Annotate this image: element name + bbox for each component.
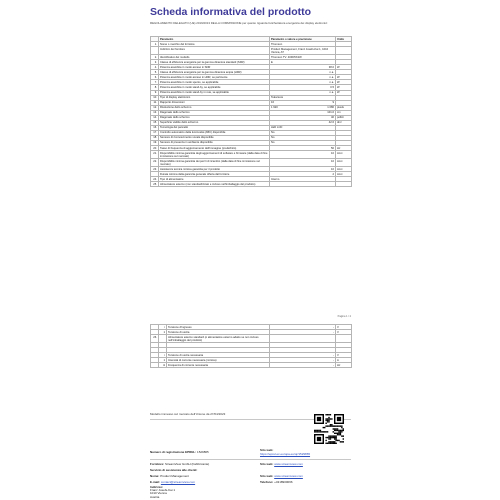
parameter-unit: V xyxy=(336,353,352,358)
parameter-unit: pixels xyxy=(336,105,352,110)
power-supply-table xyxy=(150,324,352,368)
parameter-unit: cm xyxy=(336,110,352,115)
row-number: 21. xyxy=(151,151,159,159)
parameter-unit: A xyxy=(336,358,352,363)
parameter-unit: Hz xyxy=(336,363,352,368)
contact-name: Product Management xyxy=(160,474,189,478)
parameter-value: 40 xyxy=(270,115,336,120)
parameter-name: Intensità di corrente necessaria (minima) xyxy=(167,358,270,363)
name-label: Nome: xyxy=(150,474,160,478)
row-number: 13. xyxy=(151,110,159,115)
parameter-unit: W xyxy=(336,90,352,95)
contact-phone xyxy=(260,480,293,484)
parameter-name: Potenza assorbita in modo spento, se applicabile xyxy=(159,80,270,85)
parameter-value: 10 xyxy=(270,151,336,159)
parameter-value: No xyxy=(270,135,336,140)
parameter-name: Potenza assorbita in modo acceso in HDR, se pertinente xyxy=(159,75,270,80)
service-title: Servizio di assistenza alle clienti: xyxy=(150,468,198,472)
parameter-name: Disponibilità minima garantita degli aggiornamenti di software e firmware (dalla data di fine immissione sul mercato) xyxy=(160,151,268,158)
parameter-name: Tecnologia del pannello xyxy=(159,125,270,130)
registration-label: Numero di registrazione EPREL: xyxy=(150,450,197,454)
row-number: 24. xyxy=(151,177,159,182)
row-number: 3. xyxy=(151,60,159,65)
parameter-value: 2 xyxy=(270,172,336,177)
parameter-name: Sensore di presenza in ambiente disponibile xyxy=(159,140,270,145)
parameter-value: 10 xyxy=(270,159,336,167)
value-part: 9 xyxy=(332,101,334,105)
contact-email-row xyxy=(150,480,195,484)
parameter-value: Thomson xyxy=(270,42,336,47)
parameter-name: Potenza assorbita in modo stand-by in rete, se applicabile xyxy=(159,90,270,95)
parameter-value: - xyxy=(270,353,336,358)
row-number: 22. xyxy=(151,159,159,167)
registration-site xyxy=(260,448,320,456)
parameter-value: 38.0 xyxy=(270,65,336,70)
row-subindex: iii xyxy=(159,363,167,368)
parameter-name: Risoluzione dello schermo xyxy=(159,105,270,110)
contact-name-row xyxy=(150,474,189,478)
row-number: 8. xyxy=(151,85,159,90)
divider xyxy=(150,459,351,460)
regulation-subtitle: REGOLAMENTO DELEGATO (UE) 2019/2013 DELLA COMMISSIONE per quanto riguarda l'etichettatura energetica dei display elettronici xyxy=(150,21,328,25)
parameter-name: Alimentatore esterno standard (o alimentatore esterno adatto se non incluso nell'imballaggio del prodotto) xyxy=(167,335,270,343)
row-number: 1. xyxy=(151,42,159,47)
row-number: 26. xyxy=(151,335,159,343)
parameter-name: Rapporto dimensioni xyxy=(159,100,270,105)
supplier-website-link[interactable]: www.streamview.com xyxy=(274,462,303,466)
address-label: Indirizzo: xyxy=(150,485,164,489)
registration-row xyxy=(150,450,209,454)
row-subindex: i xyxy=(159,325,167,330)
parameter-value xyxy=(270,182,336,187)
row-number: 2. xyxy=(151,55,159,60)
address-line: 1010 Vienna xyxy=(150,491,167,496)
row-number: 19. xyxy=(151,140,159,145)
row-number: 15. xyxy=(151,120,159,125)
parameter-value: Thomson TV: 40FD5X2W xyxy=(270,55,336,60)
qr-code-icon[interactable] xyxy=(314,414,344,444)
parameter-value: n.a. xyxy=(270,75,336,80)
supplier-site xyxy=(260,462,303,466)
row-number xyxy=(151,363,159,368)
parameter-value: n.a. xyxy=(270,90,336,95)
row-number: 18. xyxy=(151,135,159,140)
row-number: 9. xyxy=(151,90,159,95)
parameter-value: - xyxy=(270,363,336,368)
parameter-value: 0.5 xyxy=(270,85,336,90)
row-subindex: ii xyxy=(159,330,167,335)
parameter-name: Classe di efficienza energetica per la gamma dinamica standard (SDR) xyxy=(159,60,270,65)
table-row xyxy=(151,363,352,368)
table-row xyxy=(151,47,352,55)
row-number: 25. xyxy=(151,182,159,187)
value-part: 16 xyxy=(271,101,274,105)
parameter-value: - xyxy=(270,325,336,330)
parameter-value: LED LCD xyxy=(270,125,336,130)
header-cell: Unità xyxy=(336,37,352,42)
parameter-unit xyxy=(336,335,352,343)
parameter-value: No xyxy=(270,130,336,135)
parameter-unit: Anni xyxy=(336,167,352,172)
supplier-label: Fornitore: xyxy=(150,462,165,466)
address-block xyxy=(150,486,175,499)
parameter-name: Nome o marchio del fornitore xyxy=(159,42,270,47)
parameter-value xyxy=(270,335,336,343)
parameter-unit: Anni xyxy=(336,159,352,167)
row-number: 20. xyxy=(151,146,159,151)
parameter-value: Televisore xyxy=(270,95,336,100)
parameter-name: Assistenza tecnica minima garantita per il prodotto xyxy=(159,167,270,172)
header-cell: Parametro o valore e precisione xyxy=(270,37,336,42)
product-info-sheet xyxy=(148,4,353,499)
site-label: Sito web: xyxy=(260,448,274,452)
parameter-unit: pollici xyxy=(336,115,352,120)
supplier-name: StreamView GmbH (Fabbricante) xyxy=(165,462,210,466)
table-row xyxy=(151,159,352,167)
email-label: E-mail: xyxy=(150,480,161,484)
row-number: 12. xyxy=(151,105,159,110)
table-row xyxy=(151,151,352,159)
parameter-value: Interno xyxy=(270,177,336,182)
parameter-name: Tensione di uscita necessaria xyxy=(167,353,270,358)
contact-email-link[interactable]: contact@streamview.com xyxy=(160,480,196,484)
parameter-name: Tasso di frequenza di aggiornamento dell'immagine (predefinito) xyxy=(159,146,270,151)
parameter-name: Disponibilità minima garantita dei pezzi di ricambio (dalla data di fine immissione sul mercato) xyxy=(159,159,270,167)
parameters-table xyxy=(150,36,352,187)
page-number: Pagina 1 / 2 xyxy=(337,315,351,318)
table-row xyxy=(151,335,352,343)
row-subindex: ii xyxy=(159,358,167,363)
parameter-unit: W xyxy=(336,75,352,80)
parameter-name: Potenza assorbita in modo stand-by, se applicabile xyxy=(159,85,270,90)
parameter-name: Tipo di display elettronico xyxy=(159,95,270,100)
row-number: 14. xyxy=(151,115,159,120)
parameter-unit xyxy=(336,47,352,55)
parameter-value: Product Management, Franz Josefs-Kai 1, 1010 Vienna, AT xyxy=(270,47,336,55)
row-number xyxy=(151,47,159,55)
row-number: 5. xyxy=(151,70,159,75)
parameter-value: 50 xyxy=(270,146,336,151)
address-line: Franz Josefs-Kai 1 xyxy=(150,488,176,493)
parameter-unit: V xyxy=(336,325,352,330)
registration-number: 1529865 xyxy=(197,450,209,454)
parameter-name: Identificativo del modello xyxy=(159,55,270,60)
parameter-value: 101.0 xyxy=(270,110,336,115)
parameter-name: Diagonale dello schermo xyxy=(159,115,270,120)
parameter-name: Diagonale dello schermo xyxy=(159,110,270,115)
phone-label: Telefono: xyxy=(260,480,274,484)
contact-website-link[interactable]: www.streamview.com xyxy=(274,474,303,478)
row-number: 17. xyxy=(151,130,159,135)
table-row xyxy=(151,182,352,187)
parameter-name: Indirizzo del fornitore xyxy=(159,47,270,55)
parameter-name: Tipo di alimentatore xyxy=(159,177,270,182)
parameter-unit xyxy=(336,182,352,187)
parameter-value: n.a. xyxy=(270,70,336,75)
page-title: Scheda informativa del prodotto xyxy=(150,6,312,18)
parameter-name: Frequenza di corrente necessaria xyxy=(167,363,270,368)
parameter-name: Sensore di riconoscimento vocale disponibile xyxy=(159,135,270,140)
parameter-name: Superficie visibile dello schermo xyxy=(159,120,270,125)
row-number: 4. xyxy=(151,65,159,70)
market-date-line: Modello immesso sul mercato dell'Unione da 27/04/2023 xyxy=(150,412,226,416)
parameter-name: Classe di efficienza energetica per la gamma dinamica ampia (HDR) xyxy=(159,70,270,75)
parameter-unit: W xyxy=(336,80,352,85)
row-number: 11. xyxy=(151,100,159,105)
parameter-unit: V xyxy=(336,330,352,335)
contact-site xyxy=(260,474,303,478)
parameter-unit: W xyxy=(336,65,352,70)
parameter-name: Durata minima della garanzia generale offerta dal fornitore xyxy=(159,172,270,177)
row-subindex: i xyxy=(159,353,167,358)
eprel-link[interactable]: https://eprel.ec.europa.eu/qr/1529865 xyxy=(260,452,311,456)
parameter-value: 42.6 xyxy=(270,120,336,125)
parameter-unit: dm² xyxy=(336,120,352,125)
row-number: 6. xyxy=(151,75,159,80)
address-line: Austria xyxy=(150,494,160,499)
supplier-row xyxy=(150,462,209,466)
parameter-value: n.a. xyxy=(270,80,336,85)
row-number: 7. xyxy=(151,80,159,85)
parameter-unit: W xyxy=(336,85,352,90)
header-cell: Parametro xyxy=(159,37,270,42)
parameter-value: E xyxy=(270,60,336,65)
row-subindex xyxy=(159,335,167,343)
site-label: Sito web: xyxy=(260,462,274,466)
value-part: 1 920 xyxy=(271,106,278,110)
row-number: 23. xyxy=(151,167,159,172)
parameter-value: - xyxy=(270,358,336,363)
parameter-unit: Anni xyxy=(336,151,352,159)
parameter-value: 10 xyxy=(270,167,336,172)
parameter-unit: Anni xyxy=(336,172,352,177)
parameter-name: Tensione d'ingresso xyxy=(167,325,270,330)
row-number: 16. xyxy=(151,125,159,130)
parameter-name: Potenza assorbita in modo acceso in SDR xyxy=(159,65,270,70)
row-number: 10. xyxy=(151,95,159,100)
parameter-value: No xyxy=(270,140,336,145)
site-label: Sito web: xyxy=(260,474,274,478)
phone-number: +4318900066 xyxy=(274,480,293,484)
parameter-name: Tensione di uscita xyxy=(167,330,270,335)
parameter-unit: Hz xyxy=(336,146,352,151)
parameter-name: Controllo automatico della luminosità (ABC) disponibile xyxy=(159,130,270,135)
parameter-name: Alimentatore esterno (non standardizzato e incluso nell'imballaggio del prodotto) xyxy=(159,182,270,187)
parameter-value: - xyxy=(270,330,336,335)
value-part: 1 080 xyxy=(327,106,334,110)
